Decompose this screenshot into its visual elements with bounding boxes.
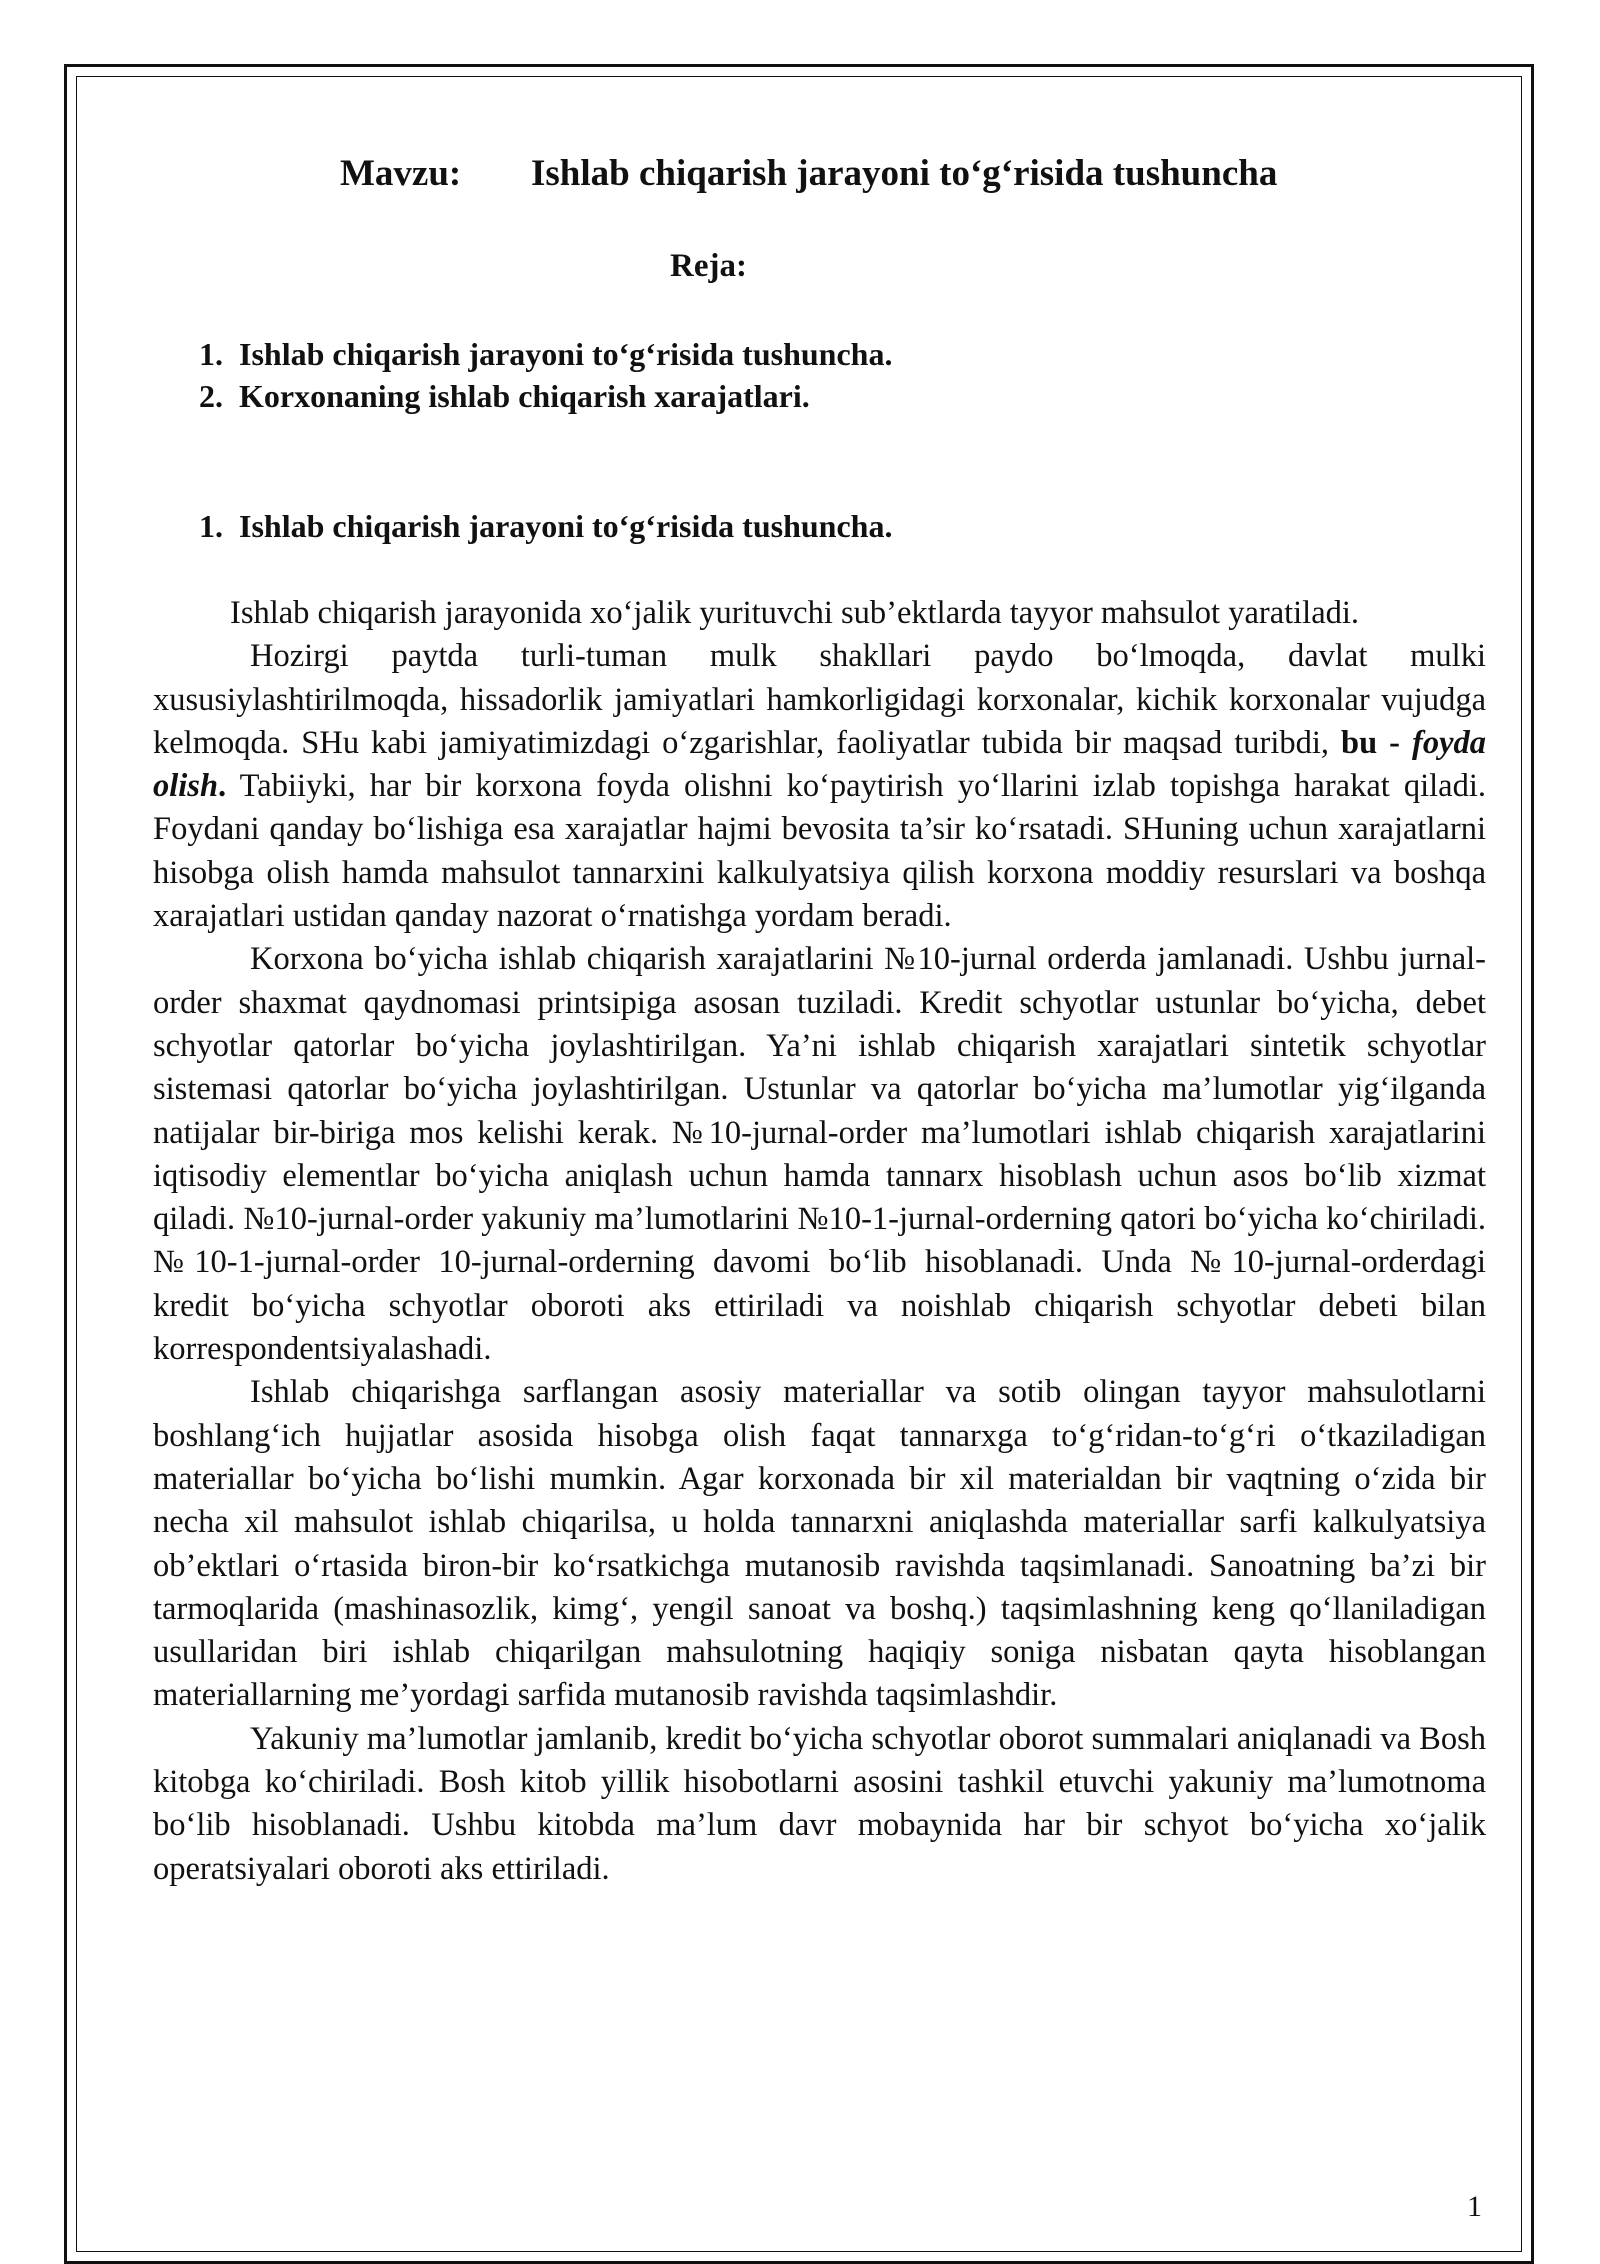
plan-item-number: 2.	[199, 378, 223, 414]
paragraph	[153, 635, 1486, 938]
emphasis-bold-dot: .	[218, 768, 227, 805]
plan-list	[199, 333, 892, 417]
plan-item-text: Korxonaning ishlab chiqarish xarajatlari.	[239, 378, 810, 414]
title-label: Mavzu:	[340, 153, 462, 194]
paragraph: Yakuniy ma’lumotlar jamlanib, kredit bo‘yicha schyotlar oborot summalari aniqlanadi va Bosh kitobga ko‘chiriladi. Bosh kitob yillik hisobotlarni asosini tashkil etuvchi yakuniy ma’lumotnoma bo‘lib hisoblanadi. Ushbu kitobda ma’lum davr mobaynida har bir schyot bo‘yicha xo‘jalik operatsiyalari oboroti aks ettiriladi.	[153, 1720, 1486, 1887]
section-title: Ishlab chiqarish jarayoni to‘g‘risida tushuncha.	[239, 508, 893, 544]
paragraph-text: Tabiiyki, har bir korxona foyda olishni ko‘paytirish yo‘llarini izlab topishga harakat qiladi. Foydani qanday bo‘lishiga esa xarajatlar hajmi bevosita ta’sir ko‘rsatadi. SHuning uchun xarajatlarni hisobga olish hamda mahsulot tannarxini kalkulyatsiya qilish korxona moddiy resurslari va boshqa xarajatlari ustidan qanday nazorat o‘rnatishga yordam beradi.	[153, 768, 1486, 935]
plan-item	[199, 333, 892, 375]
plan-item-text: Ishlab chiqarish jarayoni to‘g‘risida tushuncha.	[239, 336, 893, 372]
body-text	[153, 592, 1486, 1891]
section-heading	[199, 508, 892, 545]
section-number: 1.	[199, 508, 223, 544]
emphasis-bold: bu -	[1341, 724, 1412, 761]
paragraph-text: Hozirgi paytda turli-tuman mulk shakllari paydo bo‘lmoqda, davlat mulki xususiylashtirilmoqda, hissadorlik jamiyatlari hamkorligidagi korxonalar, kichik korxonalar vujudga kelmoqda. SHu kabi jamiyatimizdagi o‘zgarishlar, faoliyatlar tubida bir maqsad turibdi,	[153, 638, 1486, 761]
title-topic: Ishlab chiqarish jarayoni to‘g‘risida tushuncha	[531, 153, 1278, 194]
plan-item	[199, 375, 892, 417]
paragraph: Korxona bo‘yicha ishlab chiqarish xarajatlarini №10-jurnal orderda jamlanadi. Ushbu jurnal-order shaxmat qaydnomasi printsipiga asosan tuziladi. Kredit schyotlar ustunlar bo‘yicha, debet schyotlar qatorlar bo‘yicha joylashtirilgan. Ya’ni ishlab chiqarish xarajatlari sintetik schyotlar sistemasi qatorlar bo‘yicha joylashtirilgan. Ustunlar va qatorlar bo‘yicha ma’lumotlar yig‘ilganda natijalar bir-biriga mos kelishi kerak. №10-jurnal-order ma’lumotlari ishlab chiqarish xarajatlarini iqtisodiy elementlar bo‘yicha aniqlash uchun hamda tannarx hisoblash uchun asos bo‘lib xizmat qiladi. №10-jurnal-order yakuniy ma’lumotlarini №10-1-jurnal-orderning qatori bo‘yicha ko‘chiriladi. №10-1-jurnal-order 10-jurnal-orderning davomi bo‘lib hisoblanadi. Unda №10-jurnal-orderdagi kredit bo‘yicha schyotlar oboroti aks ettiriladi va noishlab chiqarish schyotlar debeti bilan korrespondentsiyalashadi.	[153, 941, 1486, 1368]
paragraph: Ishlab chiqarish jarayonida xo‘jalik yurituvchi sub’ektlarda tayyor mahsulot yaratiladi.	[230, 595, 1360, 631]
plan-heading-text: Reja:	[670, 248, 747, 284]
emphasis-bold-italic: foyda olish	[153, 724, 1486, 805]
page-number: 1	[1467, 2190, 1482, 2223]
paragraph: Ishlab chiqarishga sarflangan asosiy materiallar va sotib olingan tayyor mahsulotlarni boshlang‘ich hujjatlar asosida hisobga olish faqat tannarxga to‘g‘ridan-to‘g‘ri o‘tkaziladigan materiallar bo‘yicha bo‘lishi mumkin. Agar korxonada bir xil materialdan bir vaqtning o‘zida bir necha xil mahsulot ishlab chiqarilsa, u holda tannarxni aniqlashda materiallar sarfi kalkulyatsiya ob’ektlari o‘rtasida biron-bir ko‘rsatkichga mutanosib ravishda taqsimlanadi. Sanoatning ba’zi bir tarmoqlarida (mashinasozlik, kimg‘, yengil sanoat va boshq.) taqsimlashning keng qo‘llaniladigan usullaridan biri ishlab chiqarilgan mahsulotning haqiqiy soniga nisbatan qayta hisoblangan materiallarning me’yordagi sarfida mutanosib ravishda taqsimlashdir.	[153, 1374, 1486, 1714]
plan-item-number: 1.	[199, 336, 223, 372]
